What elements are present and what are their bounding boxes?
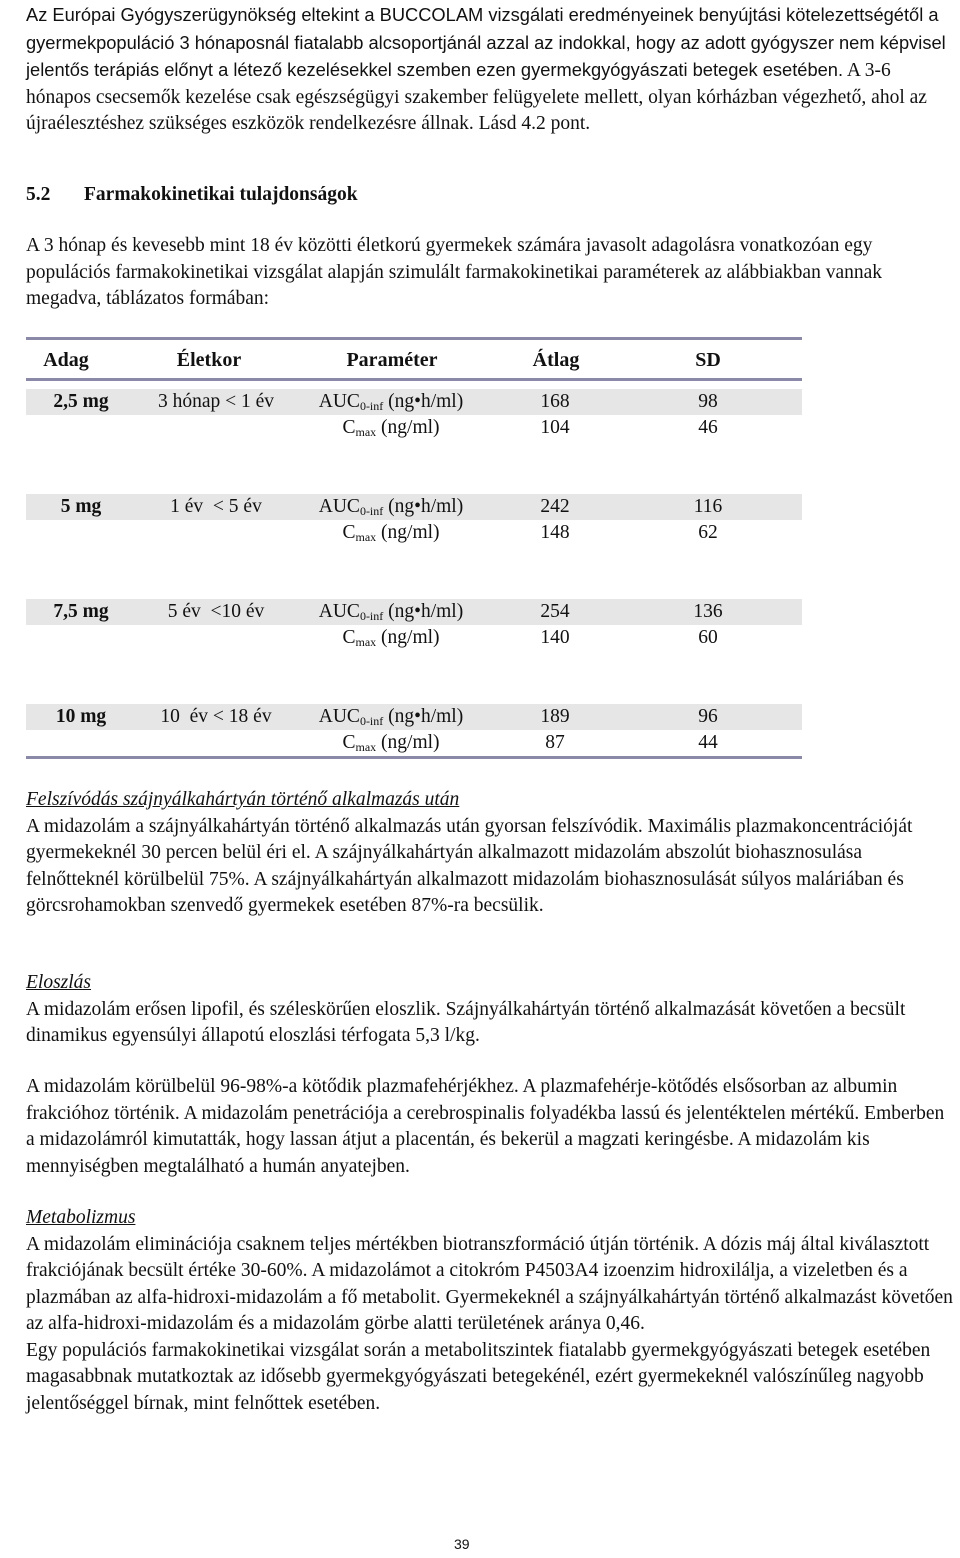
absorption-text: A midazolám a szájnyálkahártyán történő alkalmazás után gyorsan felszívódik. Maximális plazmakoncentrációját gyermekeknél 30 percen belül éri el. A szájnyálkahártyán alkalmazott midazolám abszolút biohasznosulása felnőtteknél körülbelül 75%. A szájnyálkahártyán alkalmazott midazolám biohasznosulását súlyos maláriában és görcsrohamokban szenvedő gyermekek esetében 87%-ra becsülik.	[26, 815, 913, 916]
table-row	[26, 599, 802, 625]
param-auc-cell: $AUC_{0-inf}$ (ng•h/ml)	[318, 391, 464, 413]
param-cmax-cell: $C_{max}$ (ng/ml)	[342, 732, 440, 754]
table-header-row	[26, 342, 802, 378]
table-row	[26, 389, 802, 415]
absorption-heading: Felszívódás szájnyálkahártyán történő alkalmazás után	[26, 789, 460, 810]
metabolism-text-2: Egy populációs farmakokinetikai vizsgálat során a metabolitszintek fiatalabb gyermekgyógyászati betegek esetében magasabbnak mutatkoztak az idősebb gyermekgyógyászati betegekénél, ezért gyermekeknél valószínűleg nagyobb jelentőséggel bírnak, mint felnőttek esetében.	[26, 1339, 931, 1414]
cmax-mean-cell: 104	[540, 417, 570, 438]
age-cell: 5 év <10 év	[167, 601, 265, 622]
cmax-mean-cell: 140	[540, 627, 570, 648]
cmax-mean-cell: 148	[540, 522, 570, 543]
section-heading	[26, 182, 358, 209]
auc-sd-cell: 96	[698, 706, 718, 727]
param-cmax-cell: $C_{max}$ (ng/ml)	[342, 627, 440, 649]
table-row-group	[26, 599, 802, 704]
cmax-sd-cell: 60	[698, 627, 718, 648]
header-sd: SD	[695, 349, 721, 371]
intro-serif-text: A 3-6 hónapos csecsemők kezelése csak egészségügyi szakember felügyelete mellett, olyan kórházban végezhető, ahol az újraélesztéshez szükséges eszközök rendelkezésre állnak. Lásd 4.2 pont.	[26, 60, 927, 134]
auc-mean-cell: 242	[540, 496, 570, 517]
table-row-group	[26, 494, 802, 599]
metabolism-text-1: A midazolám eliminációja csaknem teljes mértékben biotranszformáció útján történik. A dózis máj által kiválasztott frakciójának becsült értéke 30-60%. A midazolámot a citokróm P4503A4 izoenzim hidroxilálja, a vizeletben és a plazmában az alfa-hidroxi-midazolám a fő metabolit. Gyermekeknél a szájnyálkahártyán történő alkalmazást követően az alfa-hidroxi-midazolám és a midazolám görbe alatti területének aránya 0,46.	[26, 1233, 953, 1334]
section-number: 5.2	[26, 184, 51, 205]
pk-intro-paragraph: A 3 hónap és kevesebb mint 18 év közötti életkorú gyermekek számára javasolt adagolásra vonatkozóan egy populációs farmakokinetikai vizsgálat alapján szimulált farmakokinetikai paraméterek az alábbiakban vannak megadva, táblázatos formában:	[26, 235, 883, 309]
intro-paragraph	[26, 2, 958, 138]
header-adag: Adag	[43, 349, 89, 371]
distribution-text-2: A midazolám körülbelül 96-98%-a kötődik plazmafehérjékhez. A plazmafehérje-kötődés elsősorban az albumin frakcióhoz történik. A midazolám penetrációja a cerebrospinalis folyadékba lassú és jelentéktelen mértékű. Emberben a midazolámról kimutatták, hogy lassan átjut a placentán, és bekerül a magzati keringésbe. A midazolám kis mennyiségben megtalálható a humán anyatejben.	[26, 1076, 945, 1177]
table-row-group	[26, 704, 802, 756]
table-row	[26, 625, 802, 651]
section-title: Farmakokinetikai tulajdonságok	[84, 184, 358, 205]
header-parameter: Paraméter	[346, 349, 438, 371]
dose-cell: 7,5 mg	[53, 601, 109, 622]
distribution-text-1: A midazolám erősen lipofil, és széleskörűen eloszlik. Szájnyálkahártyán történő alkalmazását követően a becsült dinamikus egyensúlyi állapotú eloszlási térfogata 5,3 l/kg.	[26, 998, 906, 1046]
table-row	[26, 730, 802, 756]
absorption-section	[26, 787, 956, 920]
param-auc-cell: $AUC_{0-inf}$ (ng•h/ml)	[318, 496, 464, 518]
dose-cell: 5 mg	[60, 496, 102, 517]
table-row-group	[26, 389, 802, 494]
table-row	[26, 704, 802, 730]
dose-cell: 10 mg	[55, 706, 107, 727]
table-top-rule	[26, 337, 802, 340]
table-row	[26, 415, 802, 441]
intro-sans-text: Az Európai Gyógyszerügynökség eltekint a BUCCOLAM vizsgálati eredményeinek benyújtási kötelezettségétől a gyermekpopuláció 3 hónaposnál fiatalabb alcsoportjánál azzal az indokkal, hogy az adott gyógyszer nem képvisel jelentős terápiás előnyt a létező kezelésekkel szemben ezen gyermekgyógyászati betegek esetében.	[26, 4, 946, 80]
table-row	[26, 520, 802, 546]
param-cmax-cell: $C_{max}$ (ng/ml)	[342, 417, 440, 439]
table-row	[26, 494, 802, 520]
auc-mean-cell: 254	[540, 601, 570, 622]
metabolism-section	[26, 1205, 956, 1417]
age-cell: 1 év < 5 év	[170, 496, 262, 517]
metabolism-heading: Metabolizmus	[26, 1207, 136, 1228]
header-atlag: Átlag	[532, 349, 580, 371]
auc-sd-cell: 98	[698, 391, 718, 412]
param-auc-cell: $AUC_{0-inf}$ (ng•h/ml)	[318, 601, 464, 623]
auc-sd-cell: 136	[693, 601, 723, 622]
pk-table	[26, 337, 802, 759]
distribution-section	[26, 970, 956, 1050]
distribution-heading: Eloszlás	[26, 972, 92, 993]
cmax-sd-cell: 44	[698, 732, 718, 753]
auc-sd-cell: 116	[693, 496, 723, 517]
cmax-sd-cell: 46	[698, 417, 718, 438]
header-eletkor: Életkor	[176, 349, 242, 371]
age-cell: 10 év < 18 év	[160, 706, 272, 727]
age-cell: 3 hónap < 1 év	[157, 391, 275, 412]
cmax-mean-cell: 87	[545, 732, 565, 753]
dose-cell: 2,5 mg	[53, 391, 109, 412]
auc-mean-cell: 189	[540, 706, 570, 727]
page-number: 39	[454, 1536, 470, 1552]
param-cmax-cell: $C_{max}$ (ng/ml)	[342, 522, 440, 544]
auc-mean-cell: 168	[540, 391, 570, 412]
cmax-sd-cell: 62	[698, 522, 718, 543]
param-auc-cell: $AUC_{0-inf}$ (ng•h/ml)	[318, 706, 464, 728]
